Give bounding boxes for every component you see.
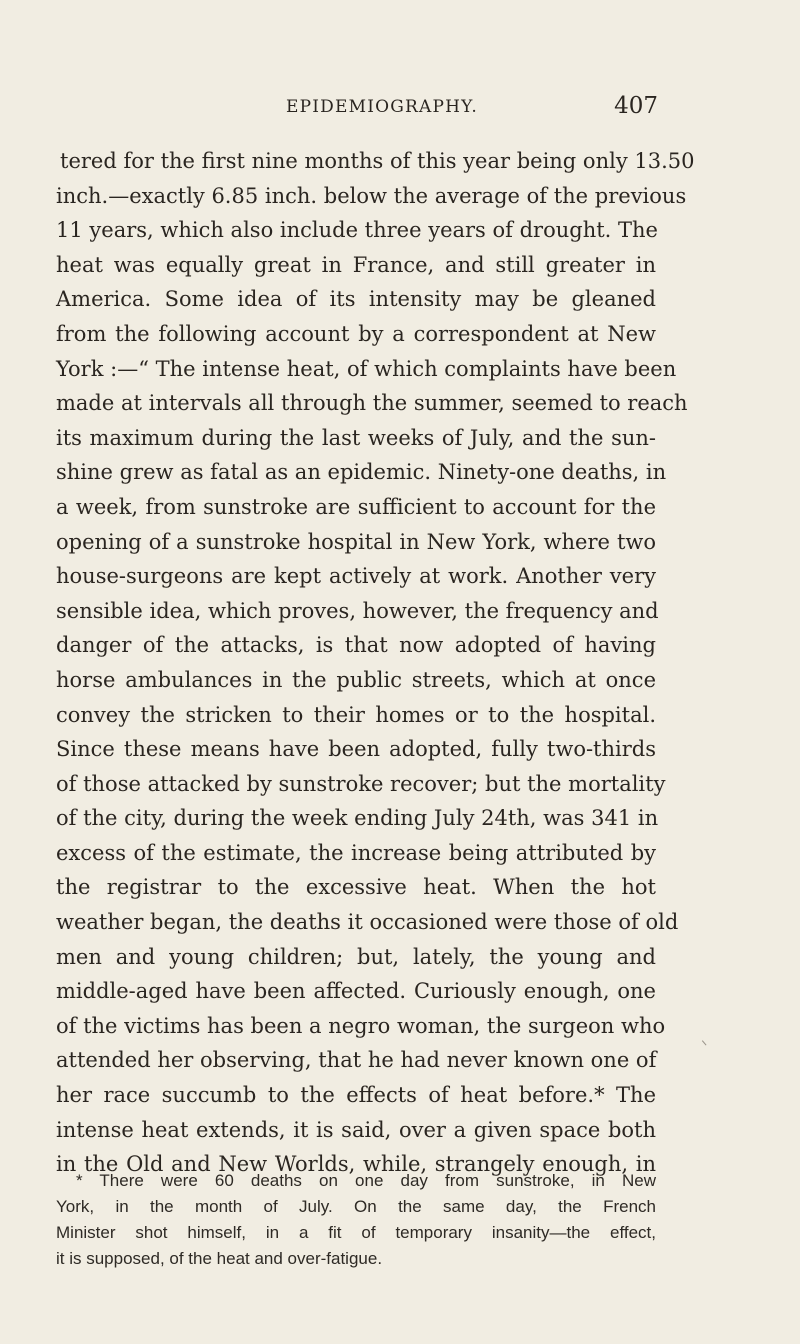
body-line: 11 years, which also include three years of drought. The [56,218,658,243]
body-line: attended her observing, that he had never known one of [56,1048,657,1073]
footnote-line: York, in the month of July. On the same day, the French [56,1197,656,1216]
body-line: horse ambulances in the public streets, which at once [56,667,656,692]
body-line: of the city, during the week ending July 24th, was 341 in [56,806,659,831]
body-line: middle-aged have been affected. Curiously enough, one [56,979,656,1004]
body-line: York :—“ The intense heat, of which complaints have been [56,356,677,381]
footnote [56,1168,656,1272]
body-line: from the following account by a correspondent at New [56,321,656,346]
body-line: of the victims has been a negro woman, the surgeon who [56,1013,666,1038]
body-line: her race succumb to the effects of heat before.* The [56,1083,656,1108]
footnote-line: it is supposed, of the heat and over-fatigue. [56,1249,383,1268]
running-head [56,93,658,127]
body-line: opening of a sunstroke hospital in New York, where two [56,529,656,554]
body-line: danger of the attacks, is that now adopted of having [56,633,656,658]
running-head-title: EPIDEMIOGRAPHY. [286,97,479,117]
body-line: a week, from sunstroke are sufficient to account for the [56,494,656,519]
body-line: inch.—exactly 6.85 inch. below the average of the previous [56,183,687,208]
body-line: intense heat extends, it is said, over a given space both [56,1117,656,1142]
body-line: America. Some idea of its intensity may be gleaned [56,287,656,312]
body-line: of those attacked by sunstroke recover; but the mortality [56,771,666,796]
body-line: convey the stricken to their homes or to the hospital. [56,702,656,727]
body-line: shine grew as fatal as an epidemic. Ninety-one deaths, in [56,460,667,485]
body-line: heat was equally great in France, and still greater in [56,252,656,277]
body-line: men and young children; but, lately, the young and [56,944,656,969]
footnote-line: * There were 60 deaths on one day from sunstroke, in New [76,1171,656,1190]
body-text [56,144,695,1182]
body-line: the registrar to the excessive heat. When the hot [56,875,656,900]
body-line: sensible idea, which proves, however, the frequency and [56,598,659,623]
body-line: tered for the first nine months of this year being only 13.50 [60,149,695,173]
body-line: made at intervals all through the summer, seemed to reach [56,391,688,416]
body-line: its maximum during the last weeks of July, and the sun- [56,425,656,450]
stray-ink-mark [702,1036,711,1045]
body-line: Since these means have been adopted, fully two-thirds [56,737,656,762]
body-line: weather began, the deaths it occasioned were those of old [56,910,679,935]
body-line: house-surgeons are kept actively at work. Another very [56,564,656,589]
page-number: 407 [614,93,658,119]
footnote-line: Minister shot himself, in a fit of temporary insanity—the effect, [56,1223,656,1242]
body-line: in the Old and New Worlds, while, strangely enough, in [56,1152,656,1177]
body-line: excess of the estimate, the increase being attributed by [56,840,656,865]
